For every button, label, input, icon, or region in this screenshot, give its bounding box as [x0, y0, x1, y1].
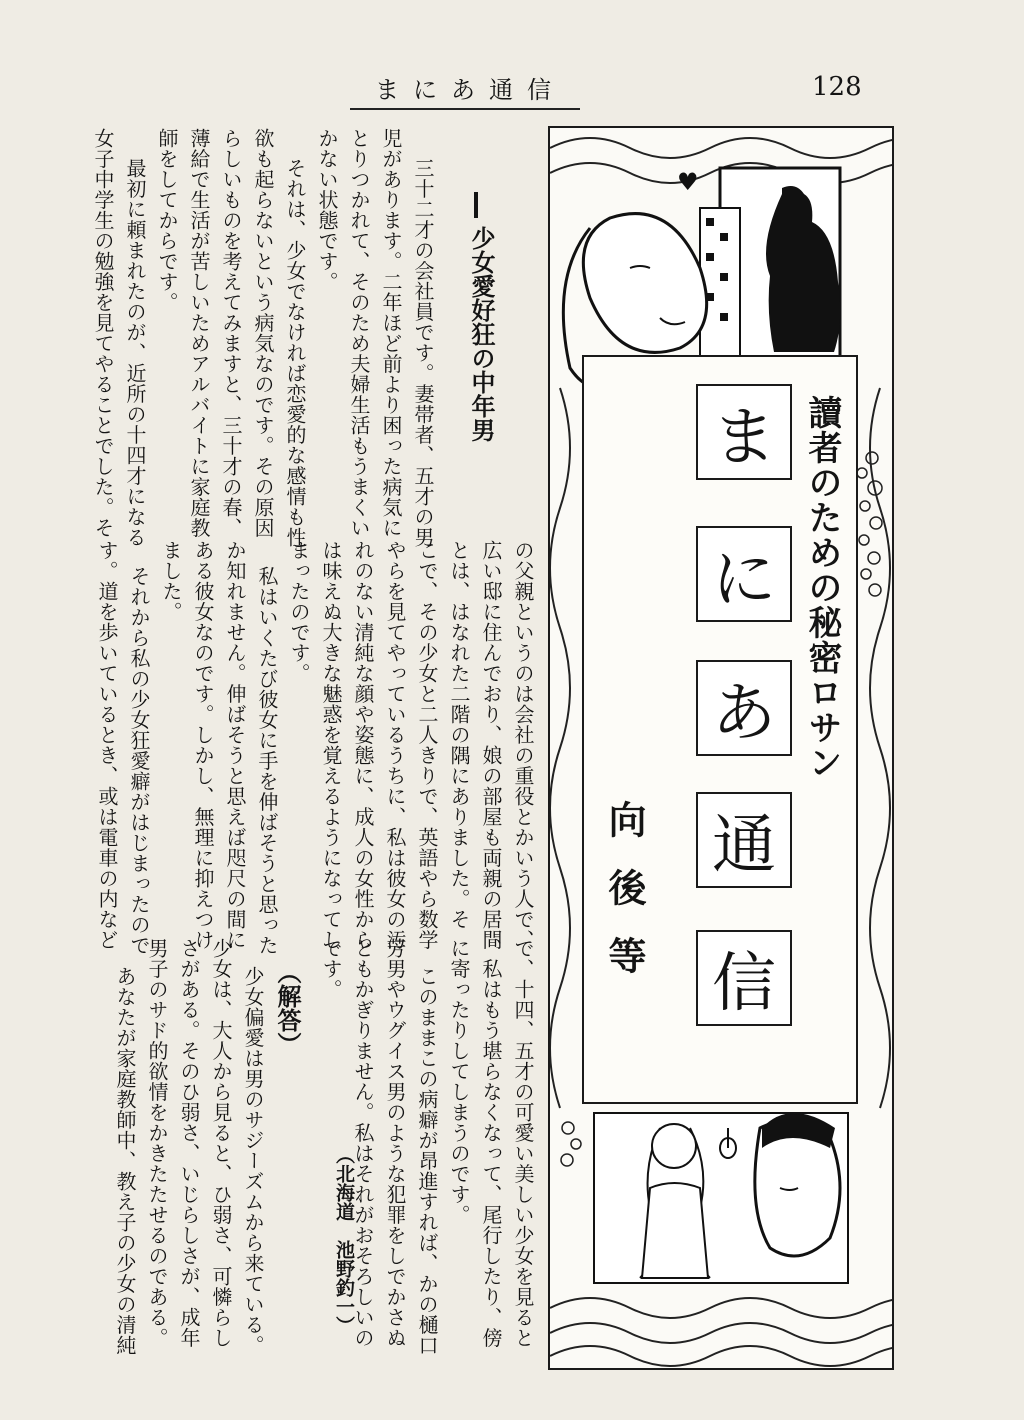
title-char-ni: に [696, 526, 792, 622]
answer-line: 男子のサド的欲情をかきたたせるのである。 [145, 938, 169, 1348]
body-line: は味えぬ大きな魅惑を覚えるようになってし [319, 540, 343, 950]
body-line: 師をしてからです。 [155, 128, 179, 313]
body-line: 女子中学生の勉強を見てやることでした。そ [91, 128, 115, 538]
header-rule [350, 108, 580, 110]
svg-text:♥: ♥ [677, 168, 699, 196]
answer-line: 少女偏愛は男のサジーズムから来ている。 [241, 966, 265, 1356]
body-line: 最初に頼まれたのが、近所の十四才になる [123, 158, 147, 548]
answer-line: さがある。そのひ弱さ、いじらしさが、成年 [177, 938, 201, 1348]
page-number: 128 [812, 72, 862, 102]
body-line: とりつかれて、そのため夫婦生活もうまくい [347, 128, 371, 538]
body-line: 芳男やウグイス男のような犯罪をしでかさぬ [383, 938, 407, 1348]
body-line: このままこの病癖が昂進すれば、かの樋口 [415, 966, 439, 1356]
body-line: らしいものを考えてみますと、三十才の春、 [219, 128, 243, 538]
body-line: ともかぎりません。私はそれがおそろしいの [351, 938, 375, 1348]
body-line: か知れません。伸ばそうと思えば咫尺の間に [223, 540, 247, 950]
body-line: それは、少女でなければ恋愛的な感情も性 [283, 158, 307, 548]
title-char-a: あ [696, 660, 792, 756]
banner-subtitle: 讀者のための秘密ロサン [802, 395, 842, 780]
author-name: 向後等 [602, 800, 646, 1004]
title-char-tsu: 通 [696, 792, 792, 888]
body-line: で、十四、五才の可愛い美しい少女を見ると [511, 938, 535, 1348]
body-line: 広い邸に住んでおり、娘の部屋も両親の居間 [479, 540, 503, 950]
title-char-shin: 信 [696, 930, 792, 1026]
body-line: それから私の少女狂愛癖がはじまったので [127, 566, 151, 956]
body-line: 三十二才の会社員です。妻帯者、五才の男 [411, 158, 435, 548]
body-line: ある彼女なのです。しかし、無理に抑えつけ [191, 540, 215, 950]
reader-signature: （北海道 池野釣一） [333, 1145, 355, 1335]
heading-dash [474, 192, 478, 218]
body-line: の父親というのは会社の重役とかいう人で、 [511, 540, 535, 950]
body-line: ました。 [159, 540, 183, 622]
running-header-title: まにあ通信 [375, 76, 565, 104]
body-line: れのない清純な顔や姿態に、成人の女性から [351, 540, 375, 950]
body-line: とは、はなれた二階の隅にありました。そ [447, 540, 471, 930]
body-line: まったのです。 [287, 540, 311, 684]
title-char-ma: ま [696, 384, 792, 480]
body-line: です。 [319, 938, 343, 1000]
body-line: 薄給で生活が苦しいためアルバイトに家庭教 [187, 128, 211, 538]
body-line: す。道を歩いているとき、或は電車の内など [95, 540, 119, 950]
answer-line: あなたが家庭教師中、教え子の少女の清純 [113, 966, 137, 1356]
body-line: かない状態です。 [315, 128, 339, 292]
body-line: 児があります。二年ほど前より困った病気に [379, 128, 403, 538]
body-line: やらを見てやっているうちに、私は彼女の汚 [383, 540, 407, 950]
answer-heading: （解答） [273, 960, 301, 1056]
body-line: 欲も起らないという病気なのです。その原因 [251, 128, 275, 538]
body-line: 、私はもう堪らなくなって、尾行したり、傍 [479, 938, 503, 1348]
body-line: こで、その少女と二人きりで、英語やら数学 [415, 540, 439, 950]
article-heading: 少女愛好狂の中年男 [467, 226, 495, 442]
body-line: に寄ったりしてしまうのです。 [447, 938, 471, 1225]
body-line: 私はいくたび彼女に手を伸ばそうと思った [255, 566, 279, 956]
answer-line: 少女は、大人から見ると、ひ弱さ、可憐らし [209, 938, 233, 1348]
